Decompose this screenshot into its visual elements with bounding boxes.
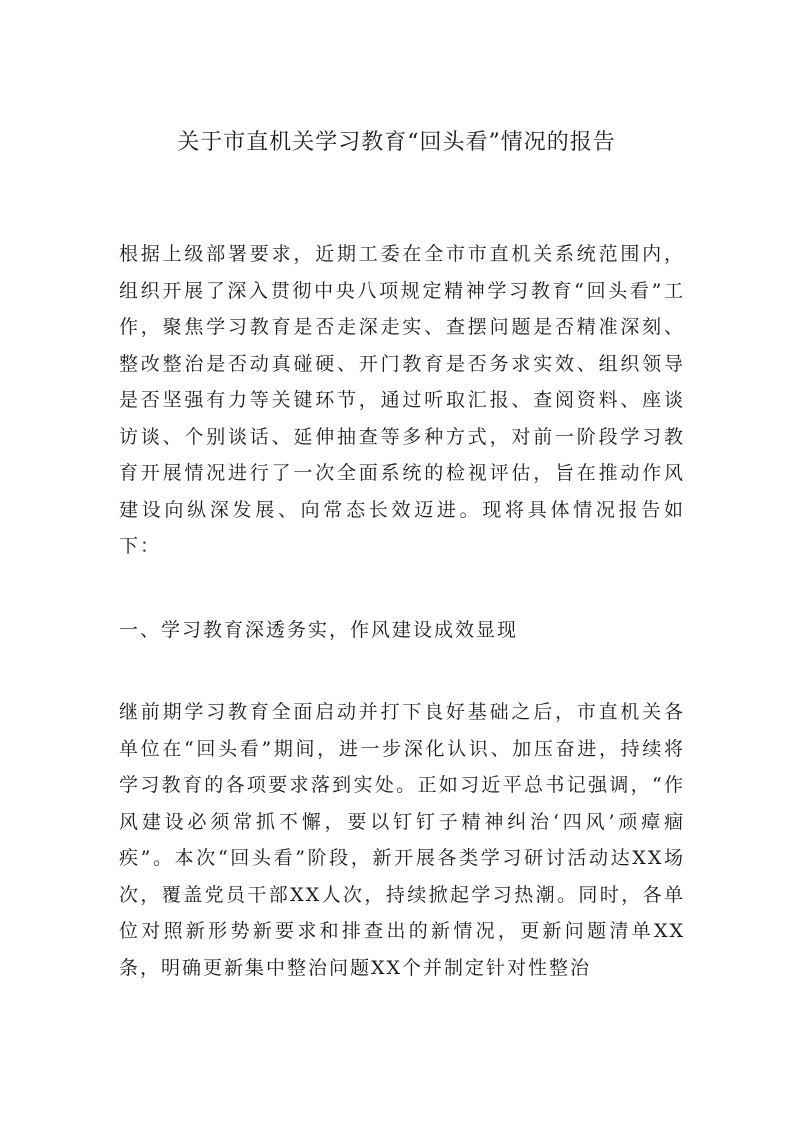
section-paragraph: 继前期学习教育全面启动并打下良好基础之后，市直机关各单位在“回头看”期间，进一步深化认识、加压奋进，持续将学习教育的各项要求落到实处。正如习近平总书记强调，“作风建设必须常抓不懈，要以钉钉子精神纠治‘四风’顽瘴痼疾”。本次“回头看”阶段，新开展各类学习研讨活动达XX场次，覆盖党员干部XX人次，持续掀起学习热潮。同时，各单位对照新形势新要求和排查出的新情况，更新问题清单XX条，明确更新集中整治问题XX个并制定针对性整治 [119, 701, 685, 979]
section-heading: 一、学习教育深透务实，作风建设成效显现 [119, 619, 519, 641]
document-title: 关于市直机关学习教育“回头看”情况的报告 [177, 130, 616, 155]
intro-paragraph: 根据上级部署要求，近期工委在全市市直机关系统范围内，组织开展了深入贯彻中央八项规定精神学习教育“回头看”工作，聚焦学习教育是否走深走实、查摆问题是否精准深刻、整改整治是否动真碰硬、开门教育是否务求实效、组织领导是否坚强有力等关键环节，通过听取汇报、查阅资料、座谈访谈、个别谈话、延伸抽查等多种方式，对前一阶段学习教育开展情况进行了一次全面系统的检视评估，旨在推动作风建设向纵深发展、向常态长效迈进。现将具体情况报告如下： [119, 243, 685, 557]
